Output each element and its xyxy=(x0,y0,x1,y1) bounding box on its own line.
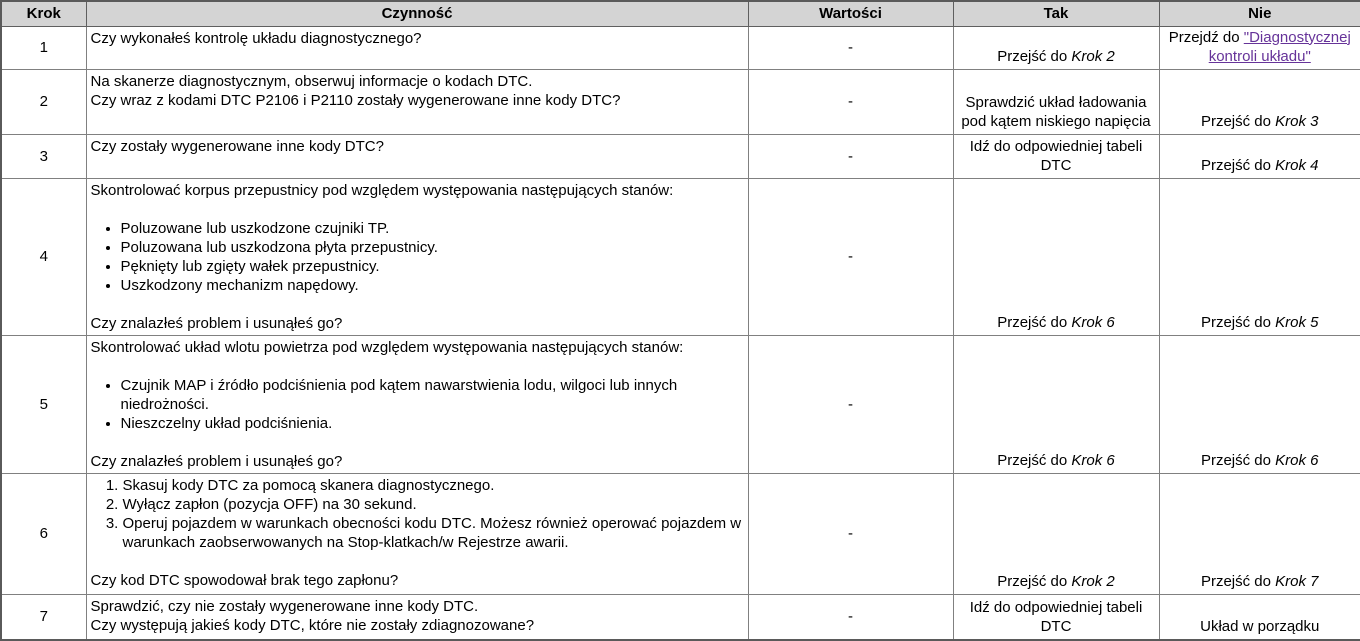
action-cell xyxy=(86,134,748,178)
action-bullet-item: • Pęknięty lub zgięty wałek przepustnicy. xyxy=(121,257,744,276)
action-numbered-item: 3. Operuj pojazdem w warunkach obecności kodu DTC. Możesz również operować pojazdem w warunkach zaobserwowanych na Stop-klatkach/w Rejestrze awarii. xyxy=(123,514,744,552)
action-bullet-list xyxy=(91,219,744,295)
col-header-nie: Nie xyxy=(1159,1,1360,26)
table-row xyxy=(1,134,1360,178)
no-cell: Przejdź do "Diagnostycznej kontroli układu" xyxy=(1159,26,1360,69)
yes-cell: Przejść do Krok 6 xyxy=(953,178,1159,335)
action-text: Czy kod DTC spowodował brak tego zapłonu? xyxy=(90,571,399,589)
step-reference: Krok 2 xyxy=(1071,47,1115,65)
yes-cell: Idź do odpowiedniej tabeli DTC xyxy=(953,594,1159,640)
step-cell: 7 xyxy=(1,594,86,640)
action-text: Czy występują jakieś kody DTC, które nie zostały zdiagnozowane? xyxy=(90,616,535,634)
no-cell: Przejść do Krok 6 xyxy=(1159,335,1360,473)
table-row xyxy=(1,473,1360,594)
step-reference: Krok 5 xyxy=(1275,313,1319,331)
action-text: Czy znalazłeś problem i usunąłeś go? xyxy=(90,314,343,332)
no-cell: Układ w porządku xyxy=(1159,594,1360,640)
table-body xyxy=(1,26,1360,640)
yes-cell: Sprawdzić układ ładowania pod kątem niskiego napięcia xyxy=(953,69,1159,134)
col-header-tak: Tak xyxy=(953,1,1159,26)
step-reference: Krok 6 xyxy=(1071,451,1115,469)
action-text: Skontrolować układ wlotu powietrza pod względem występowania następujących stanów: xyxy=(90,338,684,356)
action-cell xyxy=(86,26,748,69)
col-header-wartosci: Wartości xyxy=(748,1,953,26)
values-cell: - xyxy=(748,69,953,134)
step-reference: Krok 6 xyxy=(1275,451,1319,469)
step-cell: 6 xyxy=(1,473,86,594)
no-cell: Przejść do Krok 3 xyxy=(1159,69,1360,134)
values-cell: - xyxy=(748,134,953,178)
col-header-czynnosc: Czynność xyxy=(86,1,748,26)
header-row xyxy=(1,1,1360,26)
step-cell: 4 xyxy=(1,178,86,335)
action-text: Czy wraz z kodami DTC P2106 i P2110 zostały wygenerowane inne kody DTC? xyxy=(90,91,621,109)
values-cell: - xyxy=(748,335,953,473)
action-text: Czy wykonałeś kontrolę układu diagnostycznego? xyxy=(90,29,422,47)
values-cell: - xyxy=(748,594,953,640)
step-reference: Krok 3 xyxy=(1275,112,1319,130)
action-bullet-item: • Nieszczelny układ podciśnienia. xyxy=(121,414,744,433)
no-cell: Przejść do Krok 7 xyxy=(1159,473,1360,594)
step-cell: 2 xyxy=(1,69,86,134)
action-numbered-item: 2. Wyłącz zapłon (pozycja OFF) na 30 sekund. xyxy=(123,495,744,514)
table-row xyxy=(1,26,1360,69)
action-bullet-item: • Czujnik MAP i źródło podciśnienia pod kątem nawarstwienia lodu, wilgoci lub innych niedrożności. xyxy=(121,376,744,414)
action-cell xyxy=(86,473,748,594)
action-cell xyxy=(86,178,748,335)
values-cell: - xyxy=(748,178,953,335)
table-row xyxy=(1,178,1360,335)
action-cell xyxy=(86,335,748,473)
diagnostic-system-check-link[interactable]: "Diagnostycznej kontroli układu" xyxy=(1208,28,1351,65)
action-cell xyxy=(86,69,748,134)
table-row xyxy=(1,335,1360,473)
action-text: Czy zostały wygenerowane inne kody DTC? xyxy=(90,137,384,155)
no-cell: Przejść do Krok 5 xyxy=(1159,178,1360,335)
table-row xyxy=(1,594,1360,640)
step-reference: Krok 4 xyxy=(1275,156,1319,174)
action-text: Na skanerze diagnostycznym, obserwuj informacje o kodach DTC. xyxy=(90,72,533,90)
action-numbered-item: 1. Skasuj kody DTC za pomocą skanera diagnostycznego. xyxy=(123,476,744,495)
values-cell: - xyxy=(748,26,953,69)
action-text: Skontrolować korpus przepustnicy pod względem występowania następujących stanów: xyxy=(90,181,674,199)
yes-cell: Przejść do Krok 6 xyxy=(953,335,1159,473)
action-bullet-item: • Poluzowane lub uszkodzone czujniki TP. xyxy=(121,219,744,238)
col-header-krok: Krok xyxy=(1,1,86,26)
yes-cell: Przejść do Krok 2 xyxy=(953,26,1159,69)
step-cell: 3 xyxy=(1,134,86,178)
yes-cell: Przejść do Krok 2 xyxy=(953,473,1159,594)
values-cell: - xyxy=(748,473,953,594)
step-reference: Krok 6 xyxy=(1071,313,1115,331)
action-bullet-item: • Poluzowana lub uszkodzona płyta przepustnicy. xyxy=(121,238,744,257)
action-cell xyxy=(86,594,748,640)
step-cell: 5 xyxy=(1,335,86,473)
step-reference: Krok 2 xyxy=(1071,572,1115,590)
table-row xyxy=(1,69,1360,134)
action-text: Sprawdzić, czy nie zostały wygenerowane inne kody DTC. xyxy=(90,597,479,615)
step-cell: 1 xyxy=(1,26,86,69)
step-reference: Krok 7 xyxy=(1275,572,1319,590)
action-numbered-list xyxy=(91,476,744,552)
no-cell: Przejść do Krok 4 xyxy=(1159,134,1360,178)
action-text: Czy znalazłeś problem i usunąłeś go? xyxy=(90,452,343,470)
yes-cell: Idź do odpowiedniej tabeli DTC xyxy=(953,134,1159,178)
action-bullet-item: • Uszkodzony mechanizm napędowy. xyxy=(121,276,744,295)
action-bullet-list xyxy=(91,376,744,433)
